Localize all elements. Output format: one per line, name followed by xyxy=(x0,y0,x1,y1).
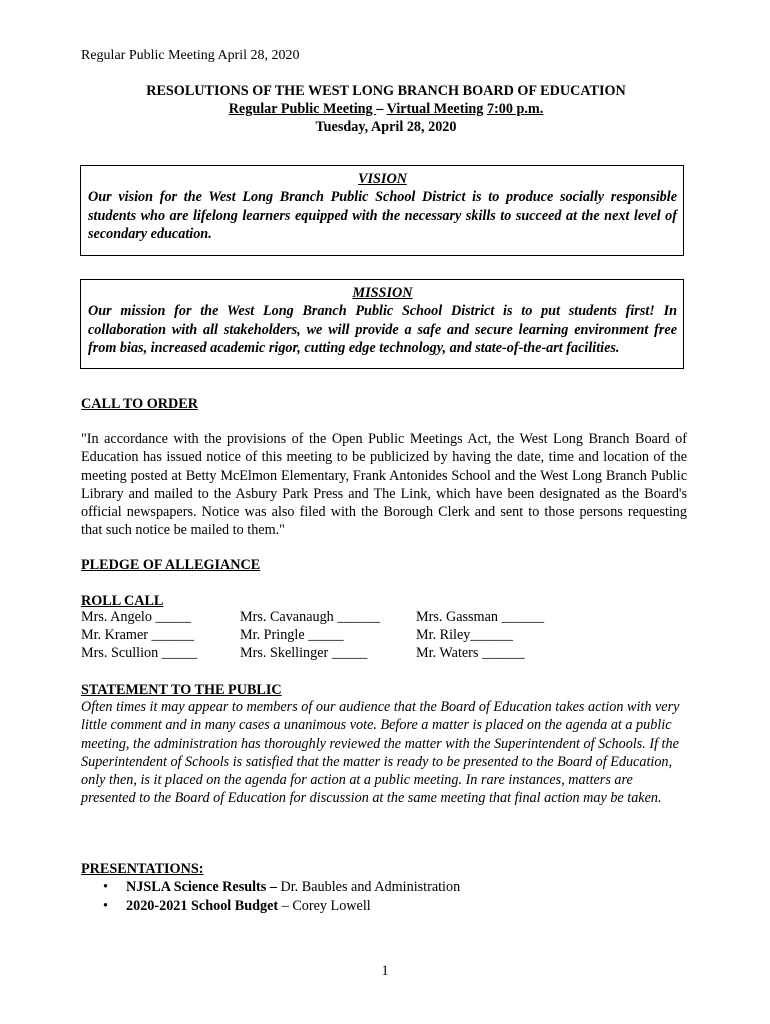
roll-call-member: Mr. Riley______ xyxy=(416,627,513,643)
roll-call-column-1 xyxy=(81,608,197,662)
call-to-order-heading: CALL TO ORDER xyxy=(81,396,198,412)
presentation-title: NJSLA Science Results – xyxy=(126,879,277,895)
presentations-heading: PRESENTATIONS: xyxy=(81,861,204,877)
vision-heading: VISION xyxy=(358,171,407,187)
vision-text: Our vision for the West Long Branch Public School District is to produce socially responsible students who are lifelong learners equipped with the necessary skills to succeed at the next level of secondary education. xyxy=(88,189,677,242)
presentation-title: 2020-2021 School Budget xyxy=(126,898,279,914)
list-item xyxy=(81,897,460,916)
roll-call-member: Mr. Pringle _____ xyxy=(240,627,344,643)
meeting-type: Regular Public Meeting xyxy=(228,101,377,117)
roll-call-member: Mrs. Angelo _____ xyxy=(81,609,191,625)
roll-call-member: Mrs. Gassman ______ xyxy=(416,609,545,625)
mission-heading: MISSION xyxy=(352,285,413,301)
roll-call-heading: ROLL CALL xyxy=(81,593,164,609)
roll-call-member: Mrs. Scullion _____ xyxy=(81,645,198,661)
mission-text: Our mission for the West Long Branch Public School District is to put students first! In collaboration with all stakeholders, we will provide a safe and secure learning environment free from bias, increased academic rigor, cutting edge technology, and state-of-the-art facilities. xyxy=(88,303,677,356)
document-title: RESOLUTIONS OF THE WEST LONG BRANCH BOARD OF EDUCATION xyxy=(146,83,626,99)
roll-call-member: Mr. Waters ______ xyxy=(416,645,525,661)
meeting-mode: Virtual Meeting xyxy=(386,101,484,117)
roll-call-column-2 xyxy=(240,608,380,662)
subtitle-dash: – xyxy=(376,101,384,117)
statement-text: Often times it may appear to members of our audience that the Board of Education takes action with very little comment and in many cases a unanimous vote. Before a matter is placed on the agenda at a public meeting, the administration has thoroughly reviewed the matter with the Superintendent of Schools. If the Superintendent of Schools is satisfied that the matter is ready to be presented to the Board of Education, only then, is it placed on the agenda for action at a public meeting. In rare instances, matters are presented to the Board of Education for discussion at the same meeting that final action may be taken. xyxy=(81,699,680,807)
roll-call-column-3 xyxy=(416,608,544,662)
meeting-subtitle xyxy=(81,100,691,118)
presentations-list xyxy=(81,878,460,916)
bullet: • xyxy=(103,898,108,914)
vision-box xyxy=(80,165,684,256)
meeting-date: Tuesday, April 28, 2020 xyxy=(315,119,457,135)
call-to-order-text: "In accordance with the provisions of the Open Public Meetings Act, the West Long Branch Board of Education has issued notice of this meeting to be publicized by having the date, time and location of the meeting posted at Betty McElmon Elementary, Frank Antonides School and the West Long Branch Public Library and mailed to the Asbury Park Press and The Link, which have been designated as the Board's official newspapers. Notice was also filed with the Borough Clerk and sent to those persons requesting that such notice be mailed to them." xyxy=(81,431,687,539)
running-header: Regular Public Meeting April 28, 2020 xyxy=(81,48,300,63)
roll-call-member: Mrs. Cavanaugh ______ xyxy=(240,609,380,625)
roll-call-member: Mr. Kramer ______ xyxy=(81,627,195,643)
pledge-heading: PLEDGE OF ALLEGIANCE xyxy=(81,557,261,573)
presentation-presenter: – Corey Lowell xyxy=(278,898,371,914)
title-block xyxy=(81,82,691,136)
statement-heading: STATEMENT TO THE PUBLIC xyxy=(81,682,282,698)
page-number: 1 xyxy=(381,963,389,979)
roll-call-member: Mrs. Skellinger _____ xyxy=(240,645,368,661)
presentation-presenter: Dr. Baubles and Administration xyxy=(276,879,461,895)
mission-box xyxy=(80,279,684,369)
bullet: • xyxy=(103,879,108,895)
meeting-time: 7:00 p.m. xyxy=(486,101,544,117)
list-item xyxy=(81,878,460,897)
